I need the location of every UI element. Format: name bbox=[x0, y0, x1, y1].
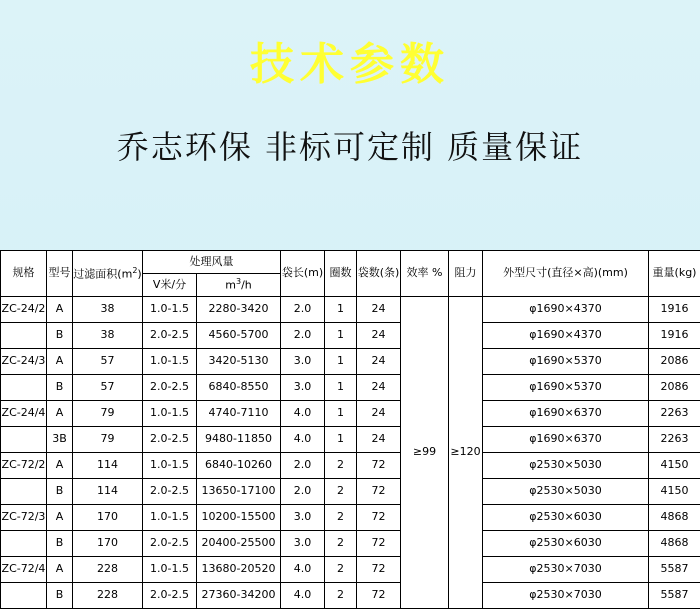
header-row-1 bbox=[1, 251, 700, 274]
cell-weight: 1916 bbox=[649, 297, 700, 323]
cell-area: 79 bbox=[73, 427, 143, 453]
table-row bbox=[1, 401, 700, 427]
cell-circles: 1 bbox=[325, 323, 357, 349]
cell-length: 3.0 bbox=[281, 349, 325, 375]
cell-bags: 72 bbox=[357, 479, 401, 505]
cell-model: B bbox=[47, 479, 73, 505]
cell-weight: 4150 bbox=[649, 453, 700, 479]
cell-bags: 24 bbox=[357, 401, 401, 427]
cell-area: 170 bbox=[73, 531, 143, 557]
header-m3h bbox=[197, 274, 281, 297]
cell-dimensions: φ2530×7030 bbox=[483, 557, 649, 583]
cell-area: 57 bbox=[73, 349, 143, 375]
table-row bbox=[1, 349, 700, 375]
header-dimensions: 外型尺寸(直径×高)(mm) bbox=[483, 251, 649, 297]
cell-m3h: 6840-8550 bbox=[197, 375, 281, 401]
cell-bags: 24 bbox=[357, 427, 401, 453]
header-filter-area-unit: (m bbox=[117, 268, 132, 281]
cell-length: 4.0 bbox=[281, 427, 325, 453]
cell-weight: 2263 bbox=[649, 427, 700, 453]
cell-model: B bbox=[47, 323, 73, 349]
cell-dimensions: φ1690×4370 bbox=[483, 323, 649, 349]
cell-area: 228 bbox=[73, 557, 143, 583]
cell-v: 2.0-2.5 bbox=[143, 531, 197, 557]
cell-circles: 2 bbox=[325, 479, 357, 505]
cell-v: 1.0-1.5 bbox=[143, 349, 197, 375]
cell-m3h: 4740-7110 bbox=[197, 401, 281, 427]
cell-dimensions: φ1690×6370 bbox=[483, 401, 649, 427]
header-m3h-text: m bbox=[225, 279, 236, 292]
cell-bags: 24 bbox=[357, 349, 401, 375]
cell-weight: 4868 bbox=[649, 531, 700, 557]
cell-m3h: 2280-3420 bbox=[197, 297, 281, 323]
cell-weight: 2086 bbox=[649, 375, 700, 401]
table-header bbox=[1, 251, 700, 297]
cell-length: 3.0 bbox=[281, 375, 325, 401]
table-row bbox=[1, 531, 700, 557]
cell-dimensions: φ1690×5370 bbox=[483, 375, 649, 401]
cell-m3h: 6840-10260 bbox=[197, 453, 281, 479]
table-row bbox=[1, 375, 700, 401]
cell-spec: ZC-72/3 bbox=[1, 505, 47, 531]
cell-weight: 5587 bbox=[649, 583, 700, 609]
cell-v: 1.0-1.5 bbox=[143, 401, 197, 427]
cell-v: 1.0-1.5 bbox=[143, 505, 197, 531]
table-row bbox=[1, 427, 700, 453]
cell-length: 3.0 bbox=[281, 505, 325, 531]
header-filter-area-text: 过滤面积 bbox=[73, 268, 117, 281]
cell-spec bbox=[1, 583, 47, 609]
header-filter-area bbox=[73, 251, 143, 297]
cell-bags: 24 bbox=[357, 297, 401, 323]
cell-v: 1.0-1.5 bbox=[143, 297, 197, 323]
cell-bags: 72 bbox=[357, 453, 401, 479]
cell-weight: 2086 bbox=[649, 349, 700, 375]
cell-length: 2.0 bbox=[281, 453, 325, 479]
cell-area: 114 bbox=[73, 453, 143, 479]
cell-model: A bbox=[47, 505, 73, 531]
cell-v: 2.0-2.5 bbox=[143, 323, 197, 349]
spec-table-container bbox=[0, 250, 700, 609]
header-efficiency: 效率 % bbox=[401, 251, 449, 297]
cell-m3h: 9480-11850 bbox=[197, 427, 281, 453]
cell-length: 3.0 bbox=[281, 531, 325, 557]
page-subtitle: 乔志环保 非标可定制 质量保证 bbox=[0, 125, 700, 169]
header-bag-count: 袋数(条) bbox=[357, 251, 401, 297]
cell-dimensions: φ1690×5370 bbox=[483, 349, 649, 375]
cell-area: 38 bbox=[73, 323, 143, 349]
cell-dimensions: φ2530×7030 bbox=[483, 583, 649, 609]
cell-m3h: 4560-5700 bbox=[197, 323, 281, 349]
cell-v: 1.0-1.5 bbox=[143, 557, 197, 583]
cell-model: B bbox=[47, 583, 73, 609]
cell-spec bbox=[1, 427, 47, 453]
header-spec: 规格 bbox=[1, 251, 47, 297]
cell-model: A bbox=[47, 297, 73, 323]
cell-area: 228 bbox=[73, 583, 143, 609]
cell-model: A bbox=[47, 453, 73, 479]
table-row bbox=[1, 297, 700, 323]
header-circles: 圈数 bbox=[325, 251, 357, 297]
cell-m3h: 13680-20520 bbox=[197, 557, 281, 583]
page-title: 技术参数 bbox=[0, 38, 700, 92]
cell-area: 114 bbox=[73, 479, 143, 505]
cell-spec: ZC-72/2 bbox=[1, 453, 47, 479]
cell-model: 3B bbox=[47, 427, 73, 453]
cell-spec: ZC-24/2 bbox=[1, 297, 47, 323]
cell-circles: 1 bbox=[325, 297, 357, 323]
cell-dimensions: φ1690×6370 bbox=[483, 427, 649, 453]
cell-model: B bbox=[47, 531, 73, 557]
cell-m3h: 13650-17100 bbox=[197, 479, 281, 505]
table-row bbox=[1, 479, 700, 505]
header-m3h-sup: 3 bbox=[236, 277, 241, 286]
cell-v: 1.0-1.5 bbox=[143, 453, 197, 479]
table-row bbox=[1, 557, 700, 583]
header-filter-area-sup: 2 bbox=[132, 266, 137, 275]
cell-weight: 4150 bbox=[649, 479, 700, 505]
cell-v: 2.0-2.5 bbox=[143, 479, 197, 505]
cell-model: A bbox=[47, 557, 73, 583]
cell-v: 2.0-2.5 bbox=[143, 427, 197, 453]
cell-spec: ZC-24/4 bbox=[1, 401, 47, 427]
cell-m3h: 20400-25500 bbox=[197, 531, 281, 557]
cell-circles: 2 bbox=[325, 453, 357, 479]
cell-length: 4.0 bbox=[281, 401, 325, 427]
cell-spec: ZC-72/4 bbox=[1, 557, 47, 583]
cell-weight: 2263 bbox=[649, 401, 700, 427]
header-bag-length: 袋长(m) bbox=[281, 251, 325, 297]
cell-area: 170 bbox=[73, 505, 143, 531]
cell-resistance: ≥120 bbox=[449, 297, 483, 609]
cell-dimensions: φ2530×6030 bbox=[483, 505, 649, 531]
cell-spec bbox=[1, 323, 47, 349]
table-row bbox=[1, 583, 700, 609]
cell-weight: 5587 bbox=[649, 557, 700, 583]
cell-bags: 72 bbox=[357, 583, 401, 609]
table-row bbox=[1, 323, 700, 349]
cell-model: B bbox=[47, 375, 73, 401]
cell-circles: 2 bbox=[325, 531, 357, 557]
cell-circles: 1 bbox=[325, 375, 357, 401]
cell-bags: 72 bbox=[357, 557, 401, 583]
table-row bbox=[1, 453, 700, 479]
header-filter-area-unit-end: ) bbox=[137, 268, 141, 281]
header-resistance: 阻力 bbox=[449, 251, 483, 297]
cell-spec bbox=[1, 479, 47, 505]
spec-table bbox=[0, 250, 700, 609]
cell-v: 2.0-2.5 bbox=[143, 583, 197, 609]
header-model: 型号 bbox=[47, 251, 73, 297]
cell-spec: ZC-24/3 bbox=[1, 349, 47, 375]
cell-length: 4.0 bbox=[281, 557, 325, 583]
table-body bbox=[1, 297, 700, 609]
cell-model: A bbox=[47, 401, 73, 427]
cell-m3h: 10200-15500 bbox=[197, 505, 281, 531]
cell-area: 79 bbox=[73, 401, 143, 427]
cell-bags: 24 bbox=[357, 323, 401, 349]
cell-m3h: 3420-5130 bbox=[197, 349, 281, 375]
cell-circles: 2 bbox=[325, 505, 357, 531]
cell-bags: 24 bbox=[357, 375, 401, 401]
cell-weight: 1916 bbox=[649, 323, 700, 349]
cell-spec bbox=[1, 531, 47, 557]
cell-m3h: 27360-34200 bbox=[197, 583, 281, 609]
cell-dimensions: φ2530×5030 bbox=[483, 453, 649, 479]
cell-circles: 2 bbox=[325, 583, 357, 609]
cell-efficiency: ≥99 bbox=[401, 297, 449, 609]
cell-circles: 1 bbox=[325, 401, 357, 427]
cell-length: 2.0 bbox=[281, 323, 325, 349]
header-weight: 重量(kg) bbox=[649, 251, 700, 297]
cell-circles: 1 bbox=[325, 427, 357, 453]
cell-length: 2.0 bbox=[281, 297, 325, 323]
cell-circles: 1 bbox=[325, 349, 357, 375]
cell-spec bbox=[1, 375, 47, 401]
cell-bags: 72 bbox=[357, 505, 401, 531]
header-v-speed: V米/分 bbox=[143, 274, 197, 297]
cell-weight: 4868 bbox=[649, 505, 700, 531]
cell-circles: 2 bbox=[325, 557, 357, 583]
header-m3h-end: /h bbox=[241, 279, 252, 292]
cell-length: 2.0 bbox=[281, 479, 325, 505]
cell-dimensions: φ2530×6030 bbox=[483, 531, 649, 557]
cell-dimensions: φ2530×5030 bbox=[483, 479, 649, 505]
header-airflow-group: 处理风量 bbox=[143, 251, 281, 274]
cell-area: 57 bbox=[73, 375, 143, 401]
cell-bags: 72 bbox=[357, 531, 401, 557]
cell-v: 2.0-2.5 bbox=[143, 375, 197, 401]
table-row bbox=[1, 505, 700, 531]
cell-length: 4.0 bbox=[281, 583, 325, 609]
cell-dimensions: φ1690×4370 bbox=[483, 297, 649, 323]
cell-model: A bbox=[47, 349, 73, 375]
cell-area: 38 bbox=[73, 297, 143, 323]
